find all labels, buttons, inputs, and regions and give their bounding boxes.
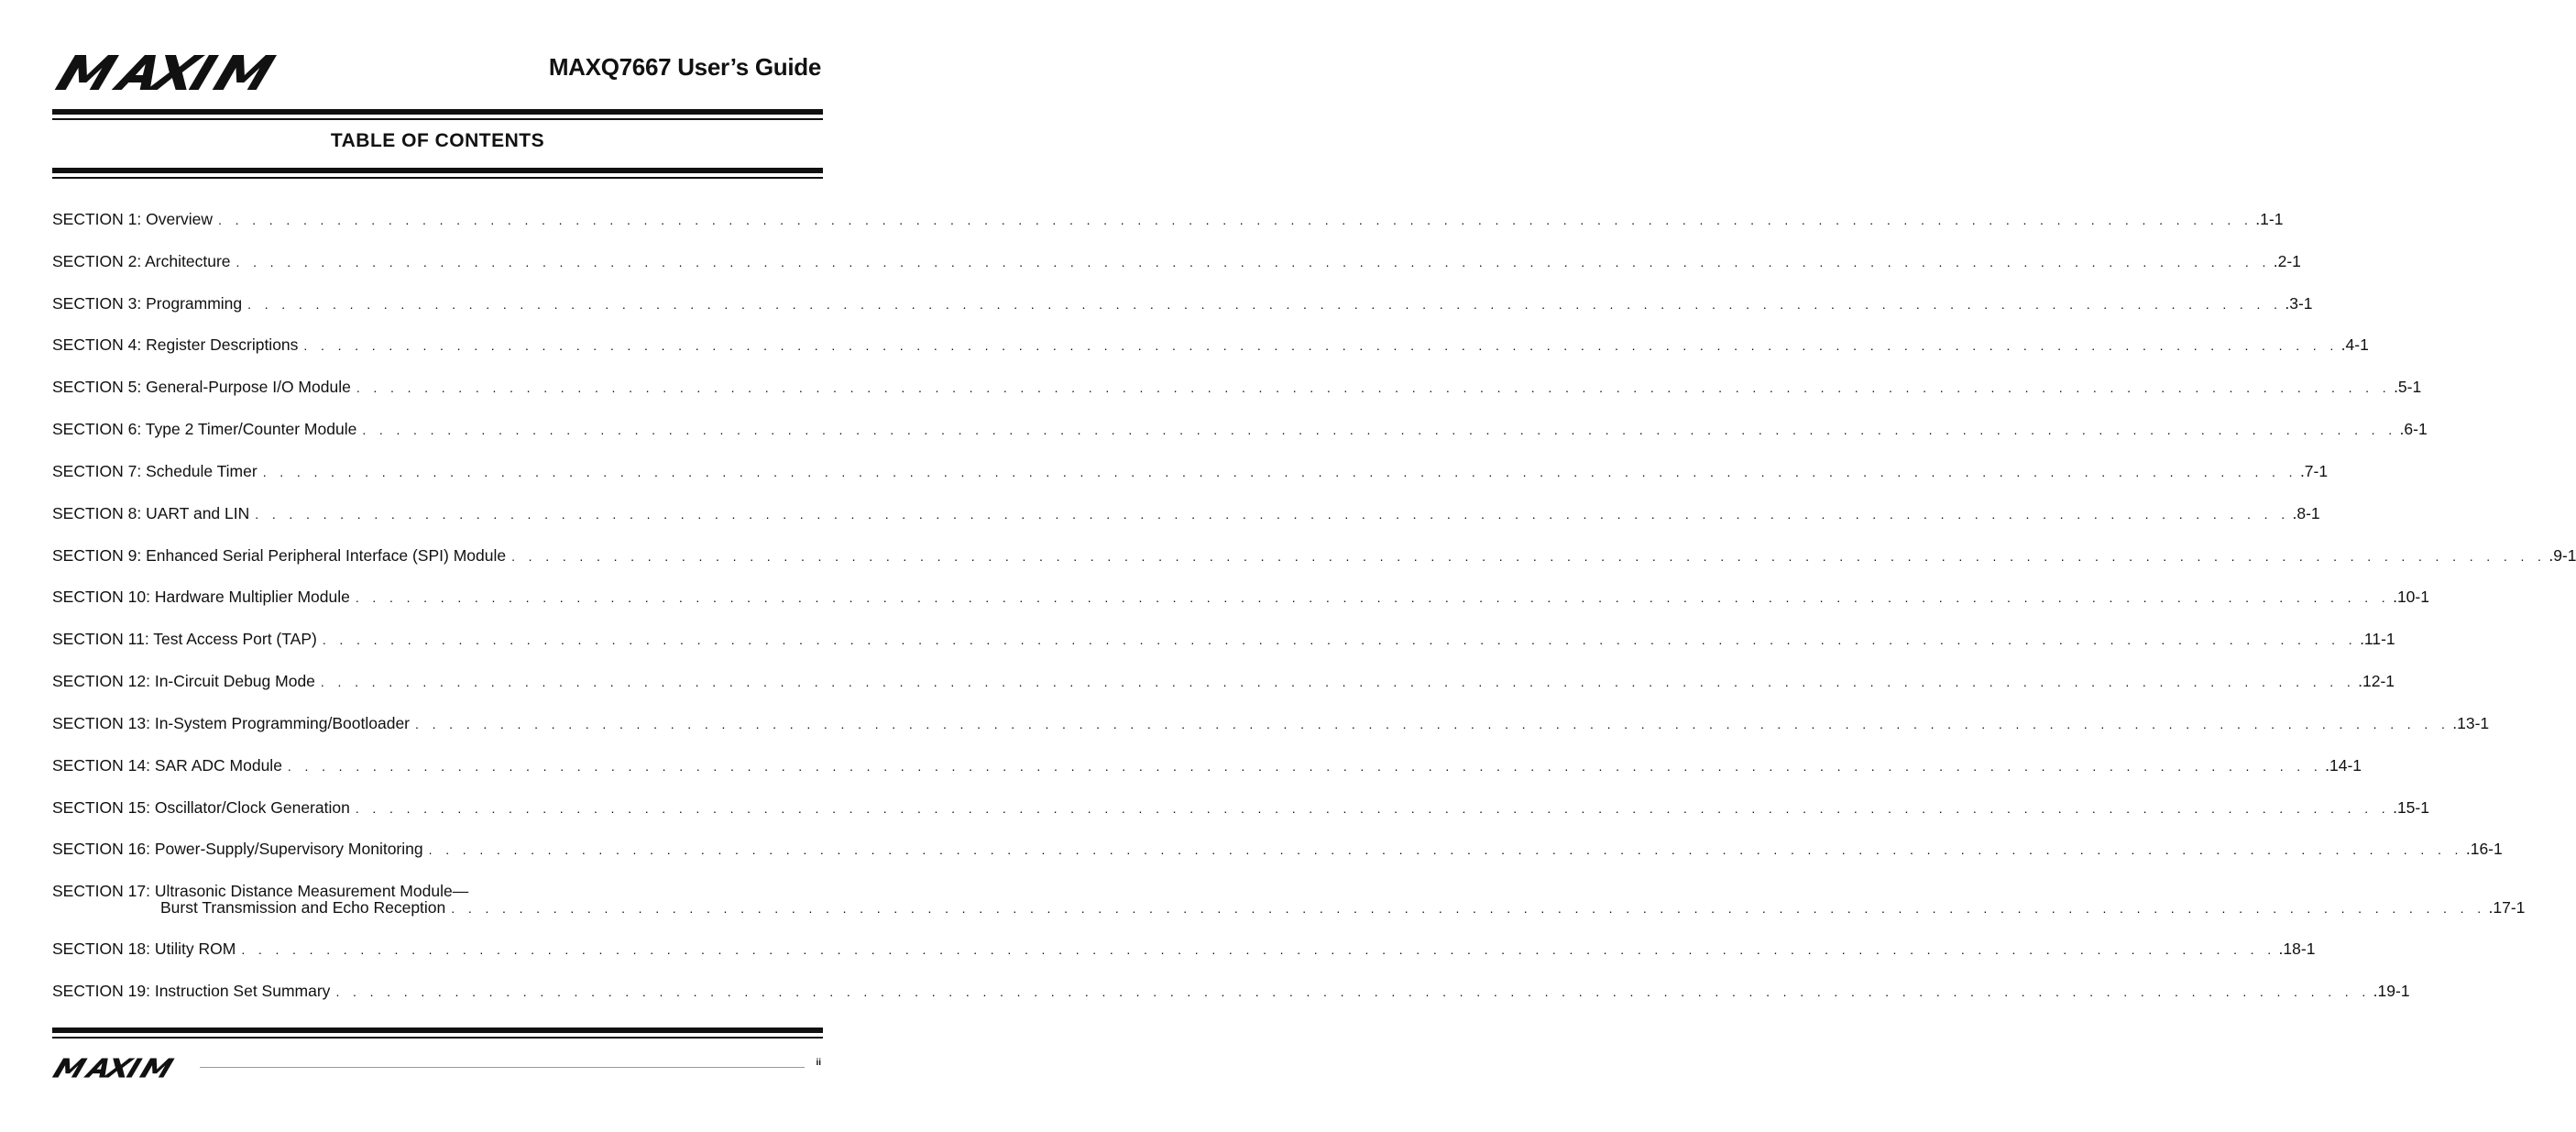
toc-dot-leader: . . . . . . . . . . . . . . . . . . . . . . . . . . . . . . . . . . . . . . . . . . . . . . . . . . . . . . . . . . . . . . . . . . . . . . . . . . . . . . . . . . . . . . . . . . . . . . . . . . . . . . . . . . . . . . . . . . . . . . . . xyxy=(247,297,2283,312)
toc-dot-leader: . . . . . . . . . . . . . . . . . . . . . . . . . . . . . . . . . . . . . . . . . . . . . . . . . . . . . . . . . . . . . . . . . . . . . . . . . . . . . . . . . . . . . . . . . . . . . . . . . . . . . . . . . . . . . . . . . . . . . . . . xyxy=(335,984,2371,999)
toc-entry-page: .12-1 xyxy=(2358,672,2395,690)
toc-entry-page: .18-1 xyxy=(2278,940,2316,958)
toc-entry-page: .7-1 xyxy=(2299,462,2329,480)
toc-entry-title: SECTION 18: Utility ROM xyxy=(52,940,236,958)
toc-entry-title: SECTION 11: Test Access Port (TAP) xyxy=(52,630,317,648)
toc-entry[interactable] xyxy=(52,209,2284,230)
toc-entry[interactable] xyxy=(52,503,2320,524)
toc-entry[interactable] xyxy=(52,335,2369,356)
document-title: MAXQ7667 User’s Guide xyxy=(548,53,821,81)
toc-entry[interactable] xyxy=(52,839,2503,860)
toc-entry[interactable] xyxy=(52,629,2395,650)
toc-dot-leader: . . . . . . . . . . . . . . . . . . . . . . . . . . . . . . . . . . . . . . . . . . . . . . . . . . . . . . . . . . . . . . . . . . . . . . . . . . . . . . . . . . . . . . . . . . . . . . . . . . . . . . . . . . . . . . . . . . . . . . . . xyxy=(355,590,2391,605)
toc-dot-leader: . . . . . . . . . . . . . . . . . . . . . . . . . . . . . . . . . . . . . . . . . . . . . . . . . . . . . . . . . . . . . . . . . . . . . . . . . . . . . . . . . . . . . . . . . . . . . . . . . . . . . . . . . . . . . . . . . . . . . . . . xyxy=(218,213,2253,227)
toc-entry[interactable] xyxy=(52,881,2526,918)
toc-entry[interactable] xyxy=(52,251,2301,272)
maxim-logo-footer xyxy=(52,1058,188,1078)
toc-dot-leader: . . . . . . . . . . . . . . . . . . . . . . . . . . . . . . . . . . . . . . . . . . . . . . . . . . . . . . . . . . . . . . . . . . . . . . . . . . . . . . . . . . . . . . . . . . . . . . . . . . . . . . . . . . . . . . . . . . . . . . . . xyxy=(236,255,2271,269)
toc-entry-page: .1-1 xyxy=(2255,210,2284,228)
toc-entry-title: SECTION 1: Overview xyxy=(52,210,214,228)
toc-dot-leader: . . . . . . . . . . . . . . . . . . . . . . . . . . . . . . . . . . . . . . . . . . . . . . . . . . . . . . . . . . . . . . . . . . . . . . . . . . . . . . . . . . . . . . . . . . . . . . . . . . . . . . . . . . . . . . . . . . . . . . . . xyxy=(322,632,2358,647)
toc-heading: TABLE OF CONTENTS xyxy=(330,130,545,151)
toc-entry-title: SECTION 15: Oscillator/Clock Generation xyxy=(52,798,350,817)
toc-entry-page: .10-1 xyxy=(2393,588,2429,606)
toc-entry[interactable] xyxy=(52,377,2422,398)
toc-dot-leader: . . . . . . . . . . . . . . . . . . . . . . . . . . . . . . . . . . . . . . . . . . . . . . . . . . . . . . . . . . . . . . . . . . . . . . . . . . . . . . . . . . . . . . . . . . . . . . . . . . . . . . . . . . . . . . . . . . . . . . . . xyxy=(262,465,2297,479)
toc-entry-page: .13-1 xyxy=(2452,714,2490,732)
toc-entry-title: SECTION 10: Hardware Multiplier Module xyxy=(52,588,350,606)
footer-rule-thick xyxy=(52,1028,823,1033)
toc-dot-leader: . . . . . . . . . . . . . . . . . . . . . . . . . . . . . . . . . . . . . . . . . . . . . . . . . . . . . . . . . . . . . . . . . . . . . . . . . . . . . . . . . . . . . . . . . . . . . . . . . . . . . . . . . . . . . . . . . . . . . . . . xyxy=(255,507,2290,522)
toc-dot-leader: . . . . . . . . . . . . . . . . . . . . . . . . . . . . . . . . . . . . . . . . . . . . . . . . . . . . . . . . . . . . . . . . . . . . . . . . . . . . . . . . . . . . . . . . . . . . . . . . . . . . . . . . . . . . . . . . . . . . . . . . xyxy=(287,759,2323,774)
toc-entry-title: SECTION 17: Ultrasonic Distance Measurement Module— xyxy=(52,882,469,900)
toc-entry[interactable] xyxy=(52,293,2313,314)
toc-entry-page: .19-1 xyxy=(2373,982,2410,1000)
toc-entry-page: .5-1 xyxy=(2394,378,2422,396)
toc-entry-title: SECTION 13: In-System Programming/Bootloader xyxy=(52,714,411,732)
footer-divider xyxy=(200,1067,805,1068)
toc-entry-page: .2-1 xyxy=(2273,252,2301,270)
toc-entry-title: SECTION 16: Power-Supply/Supervisory Monitoring xyxy=(52,840,423,858)
toc-entry[interactable] xyxy=(52,981,2410,1002)
toc-dot-leader: . . . . . . . . . . . . . . . . . . . . . . . . . . . . . . . . . . . . . . . . . . . . . . . . . . . . . . . . . . . . . . . . . . . . . . . . . . . . . . . . . . . . . . . . . . . . . . . . . . . . . . . . . . . . . . . . . . . . . . . . xyxy=(303,338,2339,353)
toc-entry-title: SECTION 19: Instruction Set Summary xyxy=(52,982,331,1000)
page-number: ii xyxy=(816,1058,821,1068)
toc-entry-page: .11-1 xyxy=(2360,630,2395,648)
toc-entry-title: SECTION 5: General-Purpose I/O Module xyxy=(52,378,351,396)
toc-entry[interactable] xyxy=(52,797,2429,819)
toc-entry[interactable] xyxy=(52,587,2429,608)
toc-entry-title: SECTION 9: Enhanced Serial Peripheral Interface (SPI) Module xyxy=(52,546,507,565)
footer-rule-thin xyxy=(52,1037,823,1039)
toc-entry[interactable] xyxy=(52,939,2316,960)
toc-entry-page: .14-1 xyxy=(2325,756,2362,775)
toc-dot-leader: . . . . . . . . . . . . . . . . . . . . . . . . . . . . . . . . . . . . . . . . . . . . . . . . . . . . . . . . . . . . . . . . . . . . . . . . . . . . . . . . . . . . . . . . . . . . . . . . . . . . . . . . . . . . . . . . . . . . . . . . xyxy=(241,942,2276,957)
toc-rule-thin xyxy=(52,177,823,179)
toc-entry-page: .15-1 xyxy=(2393,798,2429,817)
toc-entry[interactable] xyxy=(52,671,2395,692)
toc-entry[interactable] xyxy=(52,755,2362,776)
toc-entry[interactable] xyxy=(52,713,2490,734)
toc-entry-page: .3-1 xyxy=(2285,294,2313,313)
toc-dot-leader: . . . . . . . . . . . . . . . . . . . . . . . . . . . . . . . . . . . . . . . . . . . . . . . . . . . . . . . . . . . . . . . . . . . . . . . . . . . . . . . . . . . . . . . . . . . . . . . . . . . . . . . . . . . . . . . . . . . . . . . . xyxy=(320,675,2356,689)
toc-entry-page: .6-1 xyxy=(2399,420,2428,438)
toc-entry-page: .8-1 xyxy=(2292,504,2320,522)
toc-entry-title: Burst Transmission and Echo Reception xyxy=(160,898,446,917)
toc-entry[interactable] xyxy=(52,545,2576,566)
toc-entry-title: SECTION 14: SAR ADC Module xyxy=(52,756,282,775)
header-rule-thin xyxy=(52,118,823,120)
toc-entry-title: SECTION 8: UART and LIN xyxy=(52,504,250,522)
maxim-logo xyxy=(55,55,301,90)
header-rule-thick xyxy=(52,109,823,115)
toc-entry-title: SECTION 4: Register Descriptions xyxy=(52,335,299,354)
toc-entry-title: SECTION 2: Architecture xyxy=(52,252,231,270)
toc-entry[interactable] xyxy=(52,461,2329,482)
toc-entry-title: SECTION 6: Type 2 Timer/Counter Module xyxy=(52,420,357,438)
toc-dot-leader: . . . . . . . . . . . . . . . . . . . . . . . . . . . . . . . . . . . . . . . . . . . . . . . . . . . . . . . . . . . . . . . . . . . . . . . . . . . . . . . . . . . . . . . . . . . . . . . . . . . . . . . . . . . . . . . . . . . . . . . . xyxy=(355,801,2391,816)
toc-rule-thick xyxy=(52,168,823,173)
toc-entry-page: .4-1 xyxy=(2340,335,2369,354)
toc-entry-title: SECTION 3: Programming xyxy=(52,294,243,313)
toc-entry-title: SECTION 12: In-Circuit Debug Mode xyxy=(52,672,315,690)
toc-entry-page: .17-1 xyxy=(2488,898,2526,917)
toc-dot-leader: . . . . . . . . . . . . . . . . . . . . . . . . . . . . . . . . . . . . . . . . . . . . . . . . . . . . . . . . . . . . . . . . . . . . . . . . . . . . . . . . . . . . . . . . . . . . . . . . . . . . . . . . . . . . . . . . . . . . . . . . xyxy=(511,549,2547,564)
toc-entry-title: SECTION 7: Schedule Timer xyxy=(52,462,258,480)
toc-dot-leader: . . . . . . . . . . . . . . . . . . . . . . . . . . . . . . . . . . . . . . . . . . . . . . . . . . . . . . . . . . . . . . . . . . . . . . . . . . . . . . . . . . . . . . . . . . . . . . . . . . . . . . . . . . . . . . . . . . . . . . . . xyxy=(362,423,2397,437)
toc-dot-leader: . . . . . . . . . . . . . . . . . . . . . . . . . . . . . . . . . . . . . . . . . . . . . . . . . . . . . . . . . . . . . . . . . . . . . . . . . . . . . . . . . . . . . . . . . . . . . . . . . . . . . . . . . . . . . . . . . . . . . . . . xyxy=(415,717,2450,731)
toc-dot-leader: . . . . . . . . . . . . . . . . . . . . . . . . . . . . . . . . . . . . . . . . . . . . . . . . . . . . . . . . . . . . . . . . . . . . . . . . . . . . . . . . . . . . . . . . . . . . . . . . . . . . . . . . . . . . . . . . . . . . . . . . xyxy=(356,380,2392,395)
toc-dot-leader: . . . . . . . . . . . . . . . . . . . . . . . . . . . . . . . . . . . . . . . . . . . . . . . . . . . . . . . . . . . . . . . . . . . . . . . . . . . . . . . . . . . . . . . . . . . . . . . . . . . . . . . . . . . . . . . . . . . . . . . . xyxy=(451,901,2486,916)
toc-dot-leader: . . . . . . . . . . . . . . . . . . . . . . . . . . . . . . . . . . . . . . . . . . . . . . . . . . . . . . . . . . . . . . . . . . . . . . . . . . . . . . . . . . . . . . . . . . . . . . . . . . . . . . . . . . . . . . . . . . . . . . . . xyxy=(428,842,2463,857)
toc-entry-page: .9-1 xyxy=(2549,546,2576,565)
toc-entry-page: .16-1 xyxy=(2465,840,2503,858)
toc-entry[interactable] xyxy=(52,419,2428,440)
